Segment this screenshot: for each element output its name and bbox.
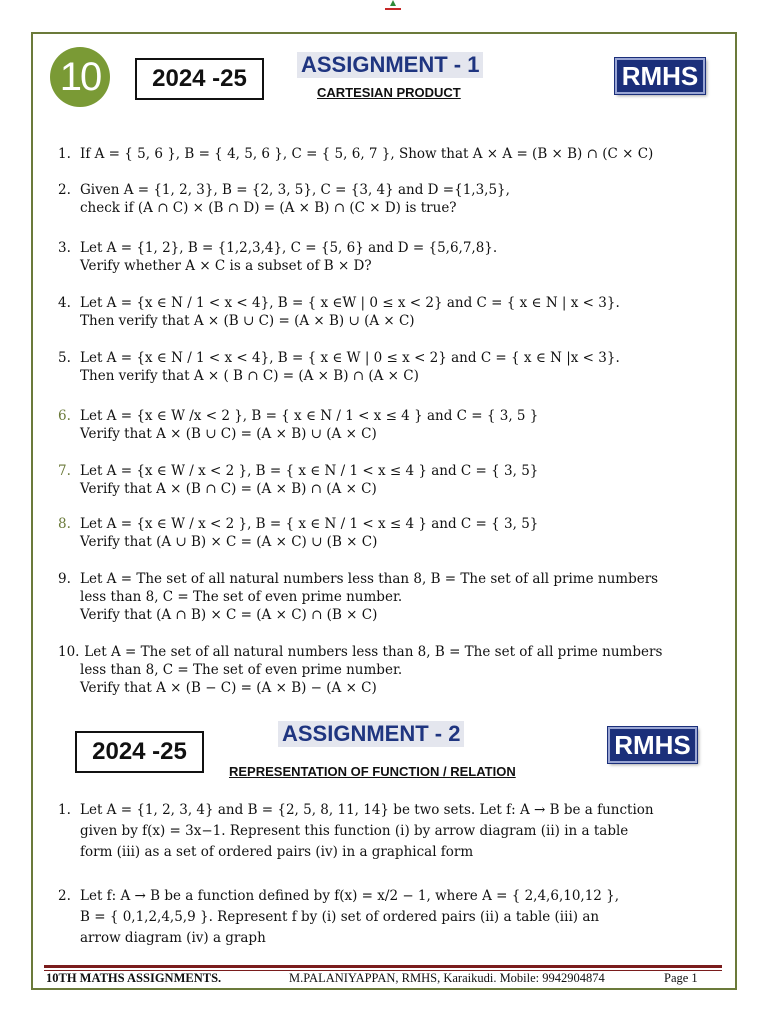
emblem-icon [381,0,405,10]
question-number: 2. [58,182,71,198]
question-8 [58,515,718,551]
question-text-line2: less than 8, C = The set of even prime number. [80,589,403,605]
school-logo-2: RMHS [608,727,697,763]
question-9 [58,570,718,624]
assignment-1-title: ASSIGNMENT - 1 [297,52,483,78]
question-text: Let A = {x ∈ N / 1 < x < 4}, B = { x ∈ W | 0 ≤ x < 2} and C = { x ∈ N |x < 3}. [80,350,620,366]
question-text: Let A = The set of all natural numbers less than 8, B = The set of all prime numbers [80,571,659,587]
page-number: Page 1 [664,971,698,985]
question-text-line3: arrow diagram (iv) a graph [80,930,266,946]
question-number: 3. [58,240,71,256]
question-text-line2: Verify whether A × C is a subset of B × D? [80,258,372,274]
question-text: Given A = {1, 2, 3}, B = {2, 3, 5}, C = {3, 4} and D ={1,3,5}, [80,182,510,198]
question-4 [58,294,718,330]
question-text: If A = { 5, 6 }, B = { 4, 5, 6 }, C = { 5, 6, 7 }, Show that A × A = (B × B) ∩ (C × C) [80,146,654,162]
question-text-line2: B = { 0,1,2,4,5,9 }. Represent f by (i) set of ordered pairs (ii) a table (iii) an [80,909,600,925]
question-number: 9. [58,571,71,587]
question-text-line3: Verify that (A ∩ B) × C = (A × C) ∩ (B × C) [80,607,378,623]
assignment-2-subtitle: REPRESENTATION OF FUNCTION / RELATION [229,764,516,779]
question-number: 1. [58,802,71,818]
question-10 [58,643,718,697]
question-text-line2: Then verify that A × (B ∪ C) = (A × B) ∪ (A × C) [80,313,415,329]
question-number: 1. [58,146,71,162]
question-text: Let A = {x ∈ N / 1 < x < 4}, B = { x ∈W | 0 ≤ x < 2} and C = { x ∈ N | x < 3}. [80,295,620,311]
question-text-line3: form (iii) as a set of ordered pairs (iv) in a graphical form [80,844,474,860]
question-number: 2. [58,888,71,904]
question-text: Let A = {x ∈ W / x < 2 }, B = { x ∈ N / 1 < x ≤ 4 } and C = { 3, 5} [80,516,539,532]
question-5 [58,349,718,385]
question-2 [58,181,718,217]
question-text: Let A = {x ∈ W / x < 2 }, B = { x ∈ N / 1 < x ≤ 4 } and C = { 3, 5} [80,463,539,479]
question-text-line2: Verify that A × (B ∪ C) = (A × B) ∪ (A × C) [80,426,377,442]
question-6 [58,407,718,443]
question-number: 8. [58,516,71,532]
academic-year-box-2: 2024 -25 [75,731,204,773]
assignment-2-question-1 [58,800,714,863]
assignment-1-subtitle: CARTESIAN PRODUCT [317,85,461,100]
question-text-line2: less than 8, C = The set of even prime number. [80,662,403,678]
footer-author: M.PALANIYAPPAN, RMHS, Karaikudi. Mobile: 9942904874 [289,971,605,985]
question-number: 7. [58,463,71,479]
question-number: 6. [58,408,71,424]
question-number: 10. [58,644,80,660]
class-badge: 10 [50,47,110,107]
assignment-2-question-2 [58,886,714,949]
assignment-2-title: ASSIGNMENT - 2 [278,721,464,747]
question-text: Let A = {1, 2, 3, 4} and B = {2, 5, 8, 11, 14} be two sets. Let f: A → B be a function [80,802,654,818]
question-number: 5. [58,350,71,366]
question-text: Let f: A → B be a function defined by f(x) = x/2 − 1, where A = { 2,4,6,10,12 }, [80,888,620,904]
question-3 [58,239,718,275]
question-text: Let A = {1, 2}, B = {1,2,3,4}, C = {5, 6} and D = {5,6,7,8}. [80,240,498,256]
school-logo: RMHS [615,58,705,94]
footer-title: 10TH MATHS ASSIGNMENTS. [46,971,222,985]
footer-rule [44,965,722,968]
question-number: 4. [58,295,71,311]
question-text-line2: check if (A ∩ C) × (B ∩ D) = (A × B) ∩ (C × D) is true? [80,200,457,216]
question-text: Let A = {x ∈ W /x < 2 }, B = { x ∈ N / 1 < x ≤ 4 } and C = { 3, 5 } [80,408,539,424]
question-text: Let A = The set of all natural numbers less than 8, B = The set of all prime numbers [80,644,663,660]
question-7 [58,462,718,498]
question-text-line2: Verify that A × (B ∩ C) = (A × B) ∩ (A × C) [80,481,377,497]
question-text-line3: Verify that A × (B − C) = (A × B) − (A × C) [80,680,377,696]
question-text-line2: Verify that (A ∪ B) × C = (A × C) ∪ (B × C) [80,534,378,550]
academic-year-box: 2024 -25 [135,58,264,100]
question-1 [58,145,718,163]
question-text-line2: given by f(x) = 3x−1. Represent this function (i) by arrow diagram (ii) in a table [80,823,629,839]
question-text-line2: Then verify that A × ( B ∩ C) = (A × B) ∩ (A × C) [80,368,419,384]
